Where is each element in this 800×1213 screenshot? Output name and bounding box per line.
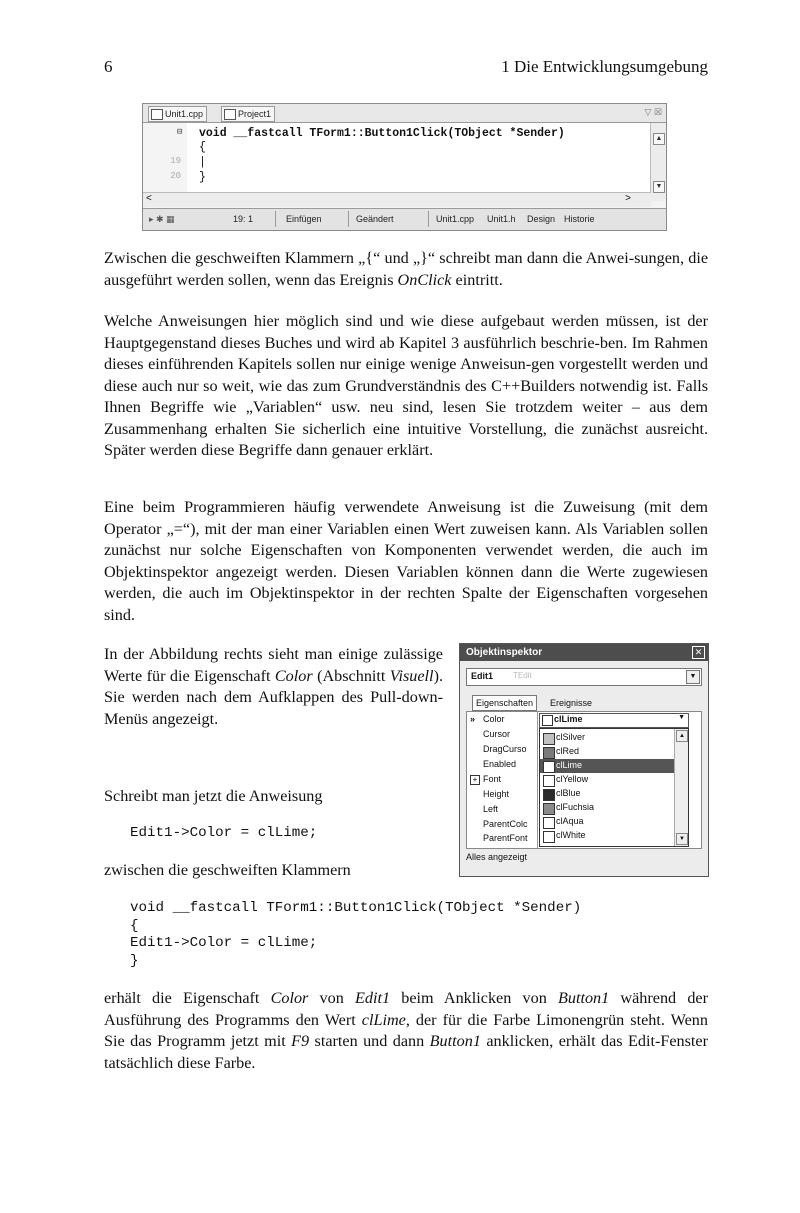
color-option-label: clFuchsia (556, 802, 595, 812)
page-number: 6 (104, 57, 113, 76)
color-option[interactable] (540, 829, 674, 843)
color-dropdown-list[interactable] (539, 728, 689, 847)
current-value: clLime (554, 714, 583, 724)
color-swatch (543, 831, 555, 843)
inspector-title: Objektinspektor (460, 644, 708, 661)
color-option-label: clRed (556, 746, 580, 756)
color-option-label: clSilver (556, 732, 586, 742)
editor-status-bar (143, 208, 666, 230)
bottom-tab-unit1-cpp[interactable]: Unit1.cpp (436, 214, 475, 224)
close-icon[interactable]: ☒ (653, 107, 662, 117)
scroll-down-icon[interactable]: ▼ (676, 833, 688, 845)
paragraph-2: Welche Anweisungen hier möglich sind und wie diese aufgebaut werden müssen, ist der Hauptgegenstand dieses Buches und wird ab Kapitel 3 ausführlich beschrie-ben. Im Rahmen dieses einführenden Kapitels sollen nur einige wenige Anweisun-gen vorgestellt werden und diese auch nur so weit, wie das zum Grundverständnis des C++Builders notwendig ist. Falls Ihnen Begriffe wie „Variablen“ usw. neu sind, lesen Sie trotzdem weiter – aus dem Zusammenhang erhalten Sie sicherlich eine intuitive Vorstellung, die zunächst ausreicht. Später werden diese Begriffe dann genauer erklärt. (104, 312, 708, 459)
collapse-icon[interactable]: ⊟ (177, 127, 183, 137)
color-swatch (543, 803, 555, 815)
color-swatch (543, 761, 555, 773)
property-parentcolor[interactable]: ParentColc (483, 819, 528, 829)
text: ). Sie werden nach dem Aufklappen des Pull-down-Menüs angezeigt. (104, 666, 443, 728)
emphasis: Button1 (557, 989, 610, 1007)
chevron-down-icon[interactable]: ▽ (644, 107, 652, 117)
color-option-label: clWhite (556, 830, 586, 840)
tab-eigenschaften[interactable]: Eigenschaften (472, 695, 537, 711)
insert-mode: Einfügen (286, 214, 322, 224)
property-grid[interactable] (466, 711, 702, 849)
vertical-scrollbar[interactable] (650, 123, 666, 201)
emphasis: Visuell (389, 666, 434, 685)
color-option[interactable] (540, 787, 674, 801)
modified-state: Geändert (356, 214, 394, 224)
color-option-label: clBlue (556, 788, 581, 798)
cursor-position: 19: 1 (233, 214, 254, 224)
bottom-tab-unit1-h[interactable]: Unit1.h (487, 214, 516, 224)
chapter-title: 1 Die Entwicklungsumgebung (501, 57, 708, 76)
horizontal-scrollbar[interactable] (143, 192, 651, 207)
code-line: } (130, 953, 139, 969)
text: eintritt. (451, 270, 503, 289)
scroll-up-icon[interactable]: ▲ (653, 133, 665, 145)
code-line: void __fastcall TForm1::Button1Click(TObject *Sender) (130, 900, 582, 916)
property-color[interactable]: Color (483, 714, 505, 724)
bottom-tab-historie[interactable]: Historie (564, 214, 595, 224)
chevron-down-icon[interactable]: ▼ (678, 714, 685, 721)
color-swatch (543, 733, 555, 745)
text: anklicken, erhält das Edit-Fenster tatsächlich diese Farbe. (104, 1032, 708, 1072)
paragraph-7 (104, 988, 708, 1074)
color-swatch (543, 747, 555, 759)
tab-label: Project1 (238, 109, 272, 119)
inspector-status: Alles angezeigt (466, 852, 528, 862)
property-cursor[interactable]: Cursor (483, 729, 511, 739)
tab-unit1-cpp[interactable] (148, 106, 207, 122)
project-icon (224, 109, 236, 120)
paragraph-3: Eine beim Programmieren häufig verwendete Anweisung ist die Zuweisung (mit dem Operator „=“), mit der man einer Variablen einen Wert zuweisen kann. Als Variablen sollen zunächst nur solche Eigenschaften von Komponenten verwendet werden, die auch im Objektinspektor angezeigt werden. Diesen Variablen können dann die Werte zugewiesen werden, die auch im Objektinspektor in der rechten Spalte der Eigenschaften vorgesehen sind. (104, 498, 708, 624)
text: beim Anklicken von (390, 989, 558, 1007)
file-icon (151, 109, 163, 120)
component-name: Edit1 (471, 671, 494, 681)
chevron-down-icon[interactable]: ▼ (686, 670, 700, 684)
code-line: } (199, 171, 206, 184)
paragraph-6: zwischen die geschweiften Klammern (104, 861, 351, 879)
text: während der Ausführung des Programms den Wert (104, 989, 708, 1029)
color-option-label: clLime (556, 760, 583, 770)
scroll-right-icon[interactable]: > (625, 193, 631, 204)
component-type: TEdit (513, 671, 532, 680)
tab-project1[interactable] (221, 106, 275, 122)
text: (Abschnitt (312, 666, 390, 685)
emphasis: OnClick (397, 270, 452, 289)
code-line: void __fastcall TForm1::Button1Click(TObject *Sender) (199, 127, 565, 140)
close-icon[interactable]: ✕ (692, 646, 705, 659)
property-left[interactable]: Left (483, 804, 499, 814)
code-line: { (130, 918, 139, 934)
color-option-label: clAqua (556, 816, 584, 826)
color-option[interactable] (540, 759, 674, 773)
tab-label: Unit1.cpp (165, 109, 204, 119)
paragraph-1 (104, 248, 708, 291)
emphasis: Color (274, 666, 313, 685)
paragraph-4 (104, 644, 443, 730)
property-enabled[interactable]: Enabled (483, 759, 517, 769)
object-inspector-screenshot (459, 643, 709, 877)
color-option-label: clYellow (556, 774, 589, 784)
property-dragcursor[interactable]: DragCurso (483, 744, 527, 754)
status-icons: ▸ ✱ ▦ (149, 214, 175, 224)
code-line: { (199, 141, 206, 154)
color-swatch (543, 817, 555, 829)
emphasis: Color (270, 989, 309, 1007)
color-option[interactable] (540, 801, 674, 815)
property-height[interactable]: Height (483, 789, 510, 799)
emphasis: F9 (291, 1032, 310, 1050)
color-option[interactable] (540, 731, 674, 745)
color-option[interactable] (540, 815, 674, 829)
line-number: 20 (170, 171, 181, 181)
text: von (308, 989, 355, 1007)
color-value-field[interactable] (539, 713, 689, 728)
chevron-right-icon: » (470, 714, 476, 724)
line-number: 19 (170, 156, 181, 166)
text: , der für die Farbe Limonengrün steht. Wenn Sie das Programm jetzt mit (104, 1010, 708, 1050)
scroll-up-icon[interactable]: ▲ (676, 730, 688, 742)
scroll-down-icon[interactable]: ▼ (653, 181, 665, 193)
window-buttons[interactable] (644, 107, 662, 118)
text: erhält die Eigenschaft (104, 989, 271, 1007)
expand-icon[interactable]: + (470, 775, 480, 785)
property-font[interactable]: Font (483, 774, 502, 784)
code-statement: Edit1->Color = clLime; (130, 825, 318, 841)
line-gutter (143, 123, 187, 201)
color-swatch (542, 715, 553, 726)
code-line: Edit1->Color = clLime; (130, 935, 318, 951)
editor-tab-bar (143, 104, 666, 123)
component-select[interactable] (466, 668, 702, 686)
scroll-left-icon[interactable]: < (146, 193, 152, 204)
dropdown-scrollbar[interactable] (674, 729, 688, 846)
emphasis: Button1 (429, 1032, 481, 1050)
bottom-tab-design[interactable]: Design (527, 214, 556, 224)
property-parentfont[interactable]: ParentFont (483, 833, 528, 843)
tab-ereignisse[interactable]: Ereignisse (550, 698, 593, 708)
color-swatch (543, 789, 555, 801)
code-editor-screenshot (142, 103, 667, 231)
color-option[interactable] (540, 773, 674, 787)
color-swatch (543, 775, 555, 787)
text-cursor: | (199, 156, 206, 169)
color-option[interactable] (540, 745, 674, 759)
paragraph-5: Schreibt man jetzt die Anweisung (104, 787, 323, 805)
editor-body[interactable] (143, 123, 666, 201)
text: Zwischen die geschweiften Klammern „{“ und „}“ schreibt man dann die Anwei-sungen, die ausgeführt werden sollen, wenn das Ereignis (104, 249, 708, 289)
emphasis: clLime (361, 1010, 406, 1029)
text: starten und dann (309, 1032, 430, 1050)
emphasis: Edit1 (355, 989, 391, 1007)
text: In der Abbildung rechts sieht man einige zulässige Werte für die Eigenschaft (104, 645, 443, 685)
